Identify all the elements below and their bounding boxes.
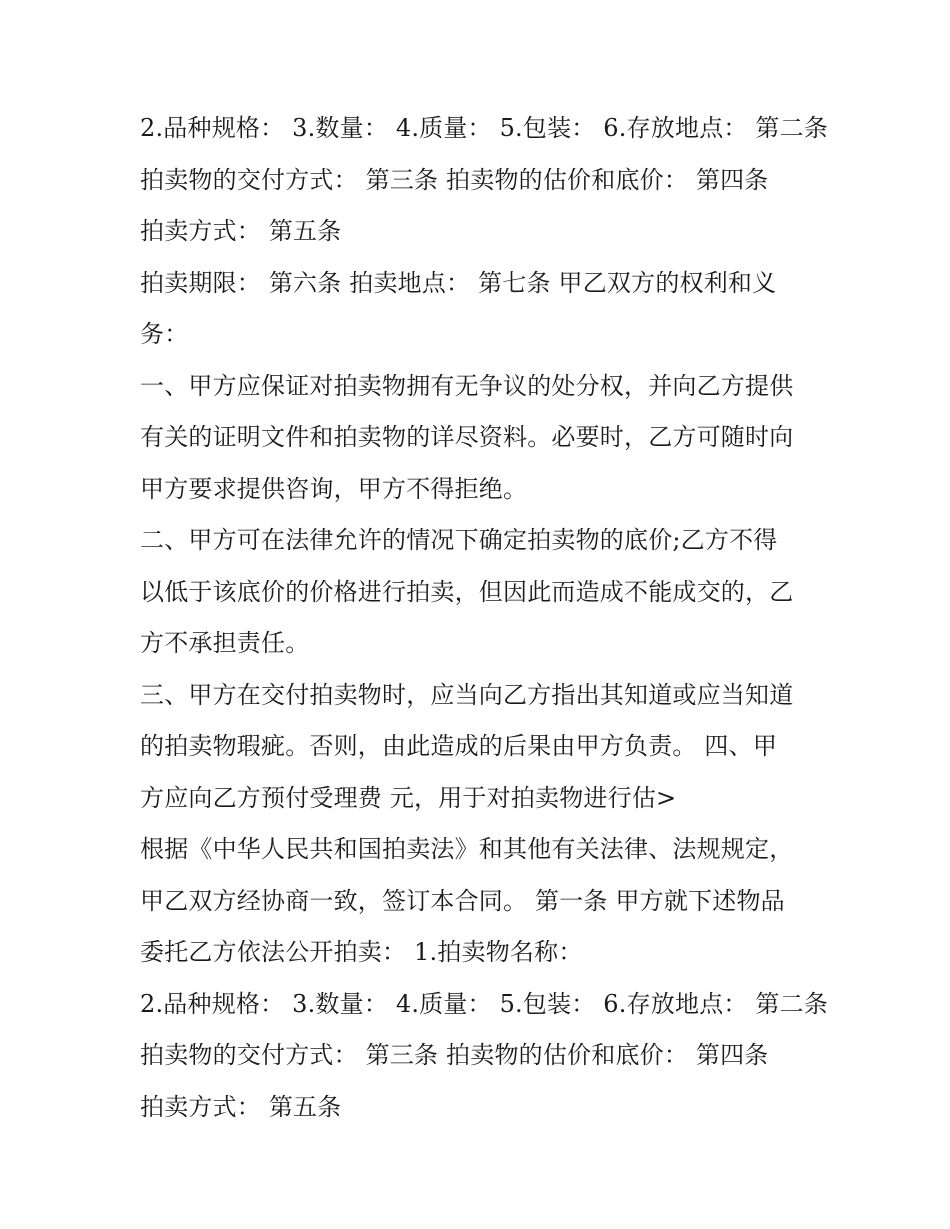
text-line: 拍卖期限： 第六条 拍卖地点： 第七条 甲乙双方的权利和义 [140,268,777,297]
text-line: 方应向乙方预付受理费 元，用于对拍卖物进行估> [140,783,677,812]
text-line: 2.品种规格： 3.数量： 4.质量： 5.包装： 6.存放地点： 第二条 [140,989,829,1018]
text-line: 拍卖方式： 第五条 [140,217,342,245]
text-line: 2.品种规格： 3.数量： 4.质量： 5.包装： 6.存放地点： 第二条 [140,114,829,142]
text-line: 有关的证明文件和拍卖物的详尽资料。必要时，乙方可随时向 [140,423,794,451]
text-line: 方不承担责任。 [140,629,310,657]
text-line: 拍卖物的交付方式： 第三条 拍卖物的估价和底价： 第四条 [140,1041,769,1069]
text-line: 务： [140,320,189,348]
text-line: 以低于该底价的价格进行拍卖，但因此而造成不能成交的，乙 [140,577,794,606]
text-line: 的拍卖物瑕疵。否则，由此造成的后果由甲方负责。 四、甲 [140,732,778,760]
text-line: 三、甲方在交付拍卖物时，应当向乙方指出其知道或应当知道 [140,680,794,709]
text-line: 根据《中华人民共和国拍卖法》和其他有关法律、法规规定， [140,835,794,863]
text-line: 甲方要求提供咨询，甲方不得拒绝。 [140,474,528,503]
document-body [140,103,830,1133]
text-line: 拍卖物的交付方式： 第三条 拍卖物的估价和底价： 第四条 [140,165,769,194]
text-line: 甲乙双方经协商一致，签订本合同。 第一条 甲方就下述物品 [140,886,785,915]
text-line: 二、甲方可在法律允许的情况下确定拍卖物的底价;乙方不得 [140,526,778,554]
text-line: 拍卖方式： 第五条 [140,1092,342,1121]
text-line: 一、甲方应保证对拍卖物拥有无争议的处分权，并向乙方提供 [140,371,794,400]
text-line: 委托乙方依法公开拍卖： 1.拍卖物名称： [140,938,583,966]
